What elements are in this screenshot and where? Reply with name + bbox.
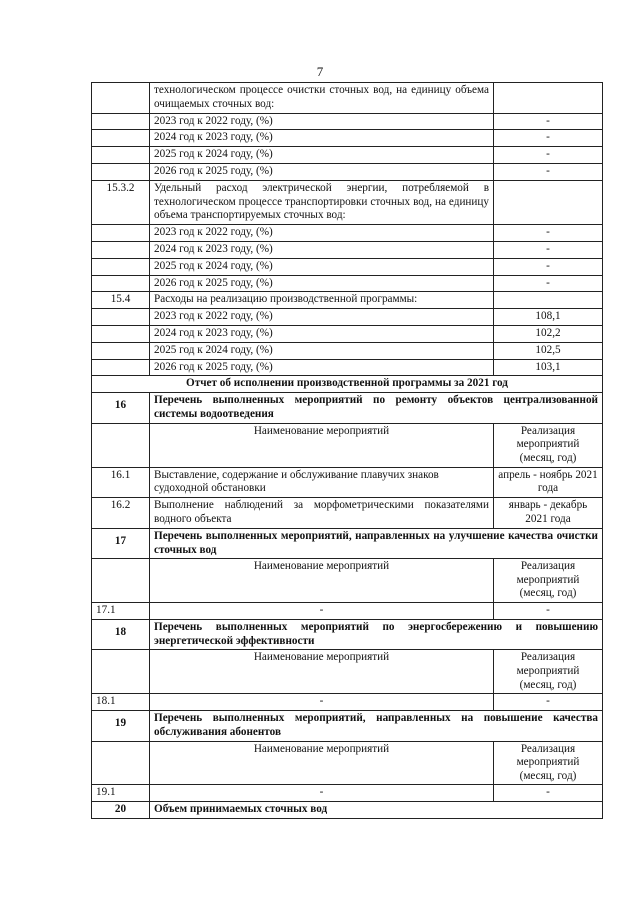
- table-row: [92, 241, 603, 258]
- column-header-row: [92, 559, 603, 603]
- item-number: [92, 225, 150, 242]
- table-row: [92, 83, 603, 114]
- column-header-name: Наименование мероприятий: [150, 559, 494, 603]
- item-value: [494, 180, 603, 224]
- item-value: [494, 83, 603, 114]
- section-number: 20: [92, 802, 150, 819]
- item-value: -: [494, 130, 603, 147]
- table-row: [92, 498, 603, 529]
- section-row-17: [92, 528, 603, 559]
- column-header-name: Наименование мероприятий: [150, 741, 494, 785]
- item-value: январь - декабрь 2021 года: [494, 498, 603, 529]
- table-row: [92, 785, 603, 802]
- table-row: [92, 325, 603, 342]
- table-row: [92, 147, 603, 164]
- table-row: [92, 359, 603, 376]
- item-text: Выставление, содержание и обслуживание плавучих знаков судоходной обстановки: [150, 467, 494, 498]
- table-row: [92, 467, 603, 498]
- item-value: -: [494, 694, 603, 711]
- item-text: Удельный расход электрической энергии, потребляемой в технологическом процессе транспортировки сточных вод, на единицу объема транспортируемых сточных вод:: [150, 180, 494, 224]
- item-value: -: [494, 241, 603, 258]
- item-value: -: [494, 163, 603, 180]
- item-number: [92, 275, 150, 292]
- item-text: Расходы на реализацию производственной программы:: [150, 292, 494, 309]
- item-text: 2024 год к 2023 году, (%): [150, 241, 494, 258]
- item-text: -: [150, 603, 494, 620]
- column-header-implementation: Реализация мероприятий (месяц, год): [494, 423, 603, 467]
- section-number: 17: [92, 528, 150, 559]
- indicators-section: [92, 83, 603, 376]
- column-header-implementation: Реализация мероприятий (месяц, год): [494, 650, 603, 694]
- item-text: 2026 год к 2025 году, (%): [150, 275, 494, 292]
- item-value: -: [494, 603, 603, 620]
- section-title: Перечень выполненных мероприятий по ремонту объектов централизованной системы водоотведения: [150, 393, 603, 424]
- item-value: 103,1: [494, 359, 603, 376]
- table-row: [92, 292, 603, 309]
- section-title: Перечень выполненных мероприятий по энергосбережению и повышению энергетической эффективности: [150, 619, 603, 650]
- section-row-19: [92, 711, 603, 742]
- column-header-row: [92, 741, 603, 785]
- page-number: 7: [316, 64, 324, 79]
- table-row: [92, 225, 603, 242]
- item-text: 2025 год к 2024 году, (%): [150, 342, 494, 359]
- column-header-implementation: Реализация мероприятий (месяц, год): [494, 741, 603, 785]
- table-row: [92, 342, 603, 359]
- item-text: 2025 год к 2024 году, (%): [150, 147, 494, 164]
- section-row-20: [92, 802, 603, 819]
- item-number: 15.3.2: [92, 180, 150, 224]
- item-text: 2023 год к 2022 году, (%): [150, 225, 494, 242]
- table-row: [92, 275, 603, 292]
- item-number: 18.1: [92, 694, 150, 711]
- item-number: 16.2: [92, 498, 150, 529]
- report-title: Отчет об исполнении производственной программы за 2021 год: [92, 376, 603, 393]
- item-number: 15.4: [92, 292, 150, 309]
- item-text: 2026 год к 2025 году, (%): [150, 359, 494, 376]
- item-text: -: [150, 694, 494, 711]
- item-text: 2024 год к 2023 году, (%): [150, 130, 494, 147]
- table-row: [92, 258, 603, 275]
- section-number: 19: [92, 711, 150, 742]
- item-number: 17.1: [92, 603, 150, 620]
- item-number: [92, 113, 150, 130]
- item-number: [92, 325, 150, 342]
- item-number: [92, 359, 150, 376]
- item-number: [92, 163, 150, 180]
- item-text: 2023 год к 2022 году, (%): [150, 113, 494, 130]
- item-number: [92, 241, 150, 258]
- section-title: Объем принимаемых сточных вод: [150, 802, 603, 819]
- table-row: [92, 113, 603, 130]
- item-text: технологическом процессе очистки сточных вод, на единицу объема очищаемых сточных вод:: [150, 83, 494, 114]
- item-number: [92, 309, 150, 326]
- table-row: [92, 309, 603, 326]
- column-header-implementation: Реализация мероприятий (месяц, год): [494, 559, 603, 603]
- item-value: 102,2: [494, 325, 603, 342]
- item-number: [92, 130, 150, 147]
- section-number: 16: [92, 393, 150, 424]
- item-text: -: [150, 785, 494, 802]
- column-header-name: Наименование мероприятий: [150, 423, 494, 467]
- section-number: 18: [92, 619, 150, 650]
- item-value: -: [494, 225, 603, 242]
- column-header-row: [92, 650, 603, 694]
- item-number: 16.1: [92, 467, 150, 498]
- item-value: 102,5: [494, 342, 603, 359]
- item-value: -: [494, 785, 603, 802]
- item-number: [92, 147, 150, 164]
- table-row: [92, 694, 603, 711]
- table-row: [92, 603, 603, 620]
- item-number: [92, 258, 150, 275]
- item-value: 108,1: [494, 309, 603, 326]
- section-row-16: [92, 393, 603, 424]
- item-number: 19.1: [92, 785, 150, 802]
- report-section: [92, 376, 603, 819]
- item-text: Выполнение наблюдений за морфометрическими показателями водного объекта: [150, 498, 494, 529]
- item-text: 2026 год к 2025 году, (%): [150, 163, 494, 180]
- item-value: [494, 292, 603, 309]
- table-row: [92, 163, 603, 180]
- column-header-row: [92, 423, 603, 467]
- item-value: -: [494, 258, 603, 275]
- item-text: 2024 год к 2023 году, (%): [150, 325, 494, 342]
- table-row: [92, 130, 603, 147]
- item-number: [92, 83, 150, 114]
- item-value: апрель - ноябрь 2021 года: [494, 467, 603, 498]
- column-header-name: Наименование мероприятий: [150, 650, 494, 694]
- item-value: -: [494, 147, 603, 164]
- item-value: -: [494, 113, 603, 130]
- item-text: 2023 год к 2022 году, (%): [150, 309, 494, 326]
- item-text: 2025 год к 2024 году, (%): [150, 258, 494, 275]
- report-title-row: [92, 376, 603, 393]
- section-title: Перечень выполненных мероприятий, направленных на улучшение качества очистки сточных вод: [150, 528, 603, 559]
- item-number: [92, 342, 150, 359]
- program-table: [91, 82, 603, 819]
- section-title: Перечень выполненных мероприятий, направленных на повышение качества обслуживания абонентов: [150, 711, 603, 742]
- section-row-18: [92, 619, 603, 650]
- item-value: -: [494, 275, 603, 292]
- table-row: [92, 180, 603, 224]
